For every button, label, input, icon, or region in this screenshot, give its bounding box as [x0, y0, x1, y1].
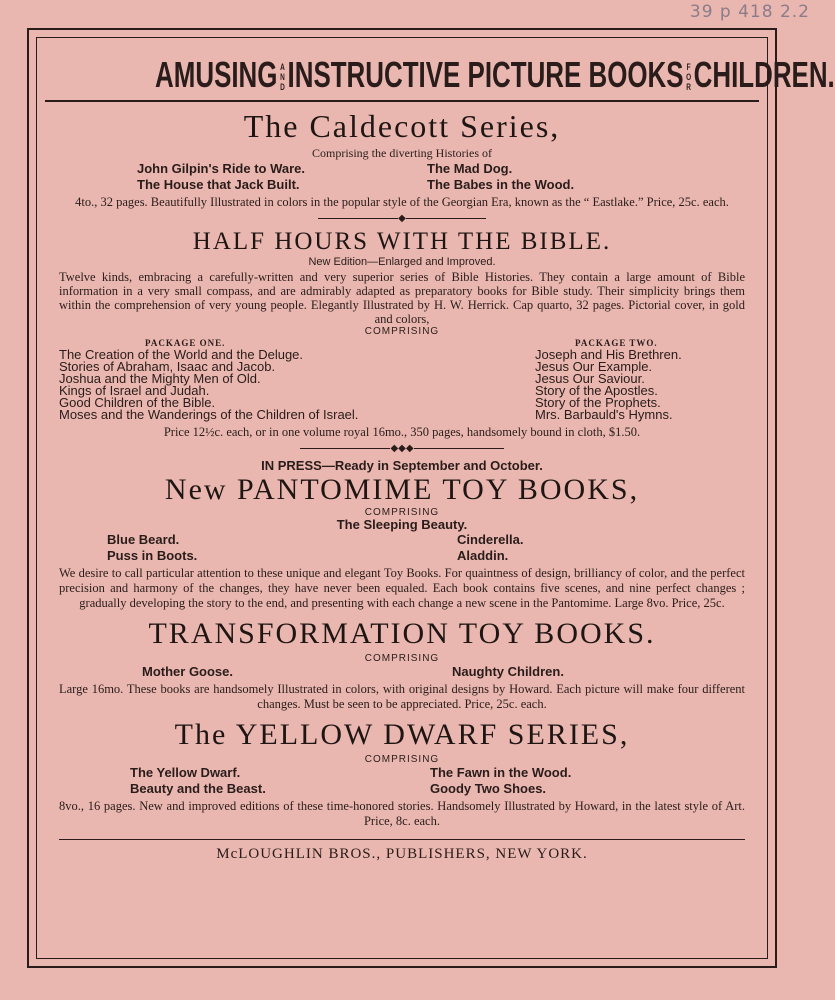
list-item: Jesus Our Saviour.: [535, 371, 645, 386]
caldecott-title-item: The House that Jack Built.: [137, 177, 300, 192]
caldecott-title-item: The Mad Dog.: [427, 161, 513, 176]
list-item: Good Children of the Bible.: [59, 395, 216, 410]
yellow-dwarf-titles: [59, 765, 745, 797]
title-part-amusing: AMUSING: [155, 54, 278, 95]
pantomime-title: New PANTOMIME TOY BOOKS,: [164, 473, 640, 506]
bible-edition: New Edition—Enlarged and Improved.: [308, 256, 496, 268]
package-two: [535, 337, 745, 421]
list-item: Story of the Prophets.: [535, 395, 661, 410]
ornament-divider: ◆◆◆: [59, 442, 745, 456]
package-one: [59, 337, 489, 421]
bible-packages: [59, 337, 745, 421]
list-item: Jesus Our Example.: [535, 359, 653, 374]
pantomime-title-item: Aladdin.: [457, 548, 509, 563]
title-for: FOR: [684, 62, 693, 93]
title-part-children: CHILDREN.: [693, 54, 835, 95]
list-item: The Creation of the World and the Deluge.: [59, 347, 304, 362]
list-item: Joseph and His Brethren.: [535, 347, 682, 362]
list-item: Moses and the Wanderings of the Children of Israel.: [59, 407, 359, 422]
pantomime-titles: [59, 532, 745, 564]
bible-comprising: COMPRISING: [364, 326, 440, 337]
yellow-dwarf-description: 8vo., 16 pages. New and improved editions of these time-honored stories. Handsomely Illustrated by Howard, in the latest style of Art. Price, 8c. each.: [59, 799, 745, 828]
publisher-footer: McLOUGHLIN BROS., PUBLISHERS, NEW YORK.: [216, 846, 588, 862]
list-item: Joshua and the Mighty Men of Old.: [59, 371, 261, 386]
pantomime-title-item: Blue Beard.: [107, 532, 180, 547]
yellow-dwarf-title-item: Beauty and the Beast.: [130, 781, 266, 796]
title-part-instructive: INSTRUCTIVE PICTURE BOOKS: [287, 54, 684, 95]
yellow-dwarf-title-item: The Fawn in the Wood.: [430, 765, 572, 780]
pantomime-title-item: Puss in Boots.: [107, 548, 198, 563]
title-and: AND: [278, 62, 287, 93]
pantomime-title-item: Cinderella.: [457, 532, 524, 547]
caldecott-comprising: Comprising the diverting Histories of: [312, 146, 492, 160]
in-press-note: —Ready in September and October.: [321, 458, 543, 473]
bible-description: Twelve kinds, embracing a carefully-written and very superior series of Bible Histories. They contain a large amount of Bible information in a very small compass, and are admirably adapted as preparatory books for Bible study. Their simplicity brings them within the comprehension of very young people. Elegantly Illustrated by H. W. Herrick. Cap quarto, 32 pages. Pictorial cover, in gold and colors,: [59, 270, 745, 326]
transformation-title-item: Mother Goose.: [142, 664, 234, 679]
list-item: Story of the Apostles.: [535, 383, 658, 398]
caldecott-title: The Caldecott Series,: [243, 108, 561, 144]
bible-title: HALF HOURS WITH THE BIBLE.: [192, 228, 612, 255]
page-border: [27, 28, 835, 968]
in-press-label: IN PRESS: [261, 458, 322, 473]
ornament-divider: ◆: [59, 212, 745, 226]
yellow-dwarf-comprising: COMPRISING: [364, 754, 440, 765]
pantomime-description: We desire to call particular attention to these unique and elegant Toy Books. For quaintness of design, brilliancy of color, and the perfect precision and harmony of the changes, they have never been equaled. Each book contains five scenes, and nine perfect changes ; gradually developing the story to the end, and presenting with each change a new scene in the Pantomime. Large 8vo. Price, 25c.: [59, 566, 745, 610]
pantomime-center-title: The Sleeping Beauty.: [336, 517, 468, 532]
caldecott-description: 4to., 32 pages. Beautifully Illustrated in colors in the popular style of the Georgian Era, known as the “ Eastlake.” Price, 25c. each.: [75, 195, 729, 209]
caldecott-title-item: The Babes in the Wood.: [427, 177, 575, 192]
pencil-annotation: 39 p 418 2.2: [689, 2, 810, 22]
package-one-label: PACKAGE ONE.: [145, 338, 226, 348]
list-item: Mrs. Barbauld's Hymns.: [535, 407, 673, 422]
package-two-label: PACKAGE TWO.: [575, 338, 658, 348]
page-title: [155, 52, 835, 98]
yellow-dwarf-title-item: Goody Two Shoes.: [430, 781, 547, 796]
transformation-title: TRANSFORMATION TOY BOOKS.: [148, 617, 656, 650]
list-item: Kings of Israel and Judah.: [59, 383, 210, 398]
transformation-description: Large 16mo. These books are handsomely Illustrated in colors, with original designs by Howard. Each picture will make four different changes. Must be seen to be appreciated. Price, 25c. each.: [59, 682, 745, 711]
bible-price: Price 12½c. each, or in one volume royal 16mo., 350 pages, handsomely bound in cloth, $1.50.: [163, 425, 641, 439]
pantomime-comprising: COMPRISING: [364, 507, 440, 518]
title-rule: [45, 100, 759, 102]
transformation-titles: [59, 664, 745, 680]
inner-border: [36, 37, 835, 959]
transformation-comprising: COMPRISING: [364, 653, 440, 664]
caldecott-title-item: John Gilpin's Ride to Ware.: [137, 161, 306, 176]
caldecott-titles: [59, 161, 745, 193]
list-item: Stories of Abraham, Isaac and Jacob.: [59, 359, 276, 374]
yellow-dwarf-title-item: The Yellow Dwarf.: [130, 765, 241, 780]
footer-rule: [59, 839, 745, 840]
transformation-title-item: Naughty Children.: [452, 664, 564, 679]
page-content: [37, 38, 835, 958]
yellow-dwarf-title: The YELLOW DWARF SERIES,: [174, 718, 630, 751]
in-press-line: [59, 458, 745, 473]
